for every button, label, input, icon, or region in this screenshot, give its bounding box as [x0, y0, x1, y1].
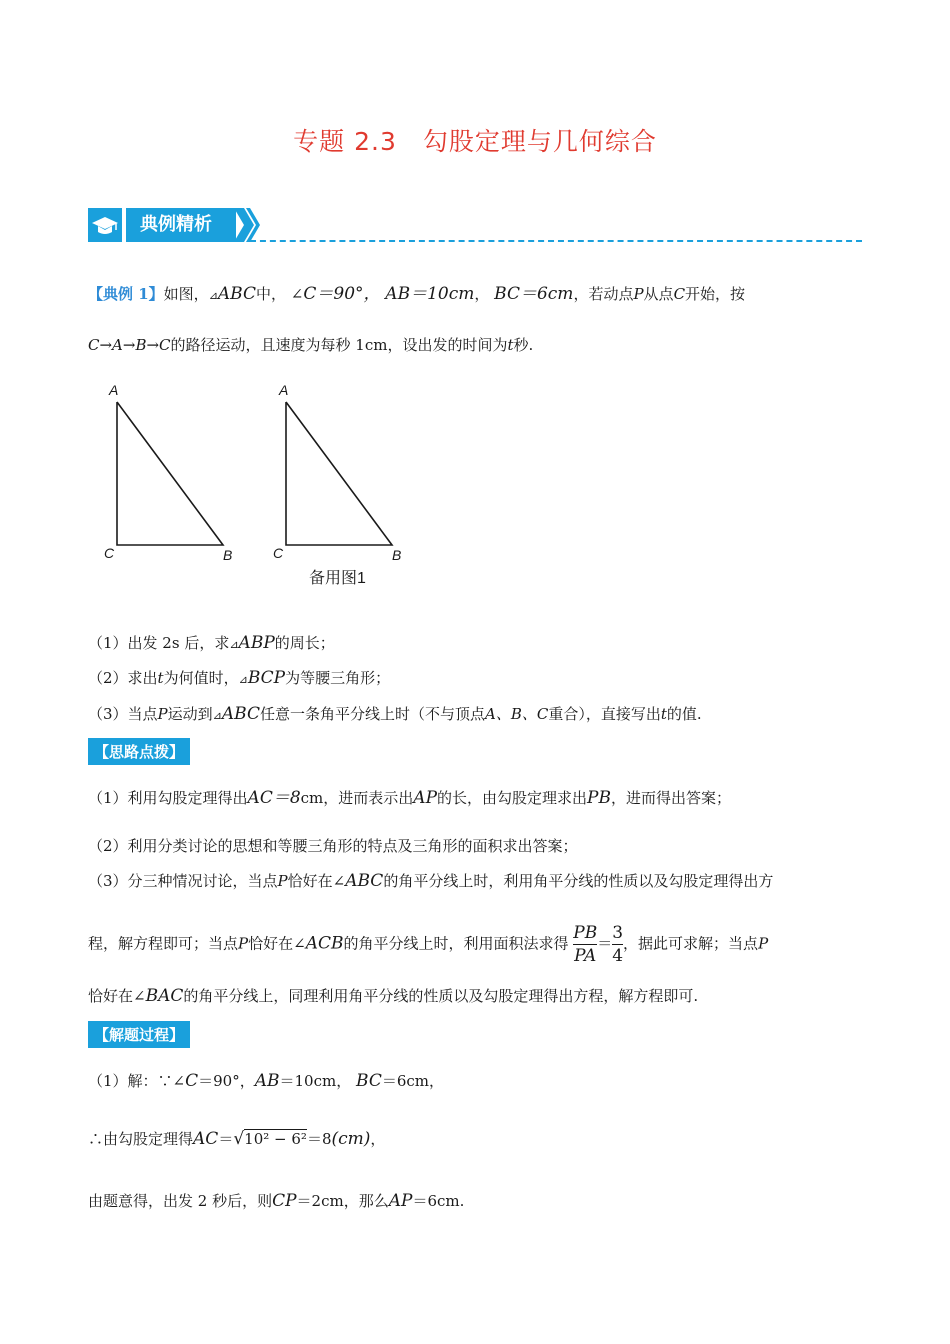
example-label: 【典例 1】 — [88, 285, 164, 303]
example-line-1: 【典例 1】如图，⊿ABC中， ∠C＝90°， AB＝10cm， BC＝6cm，若动点P从点C开始，按 — [88, 284, 746, 304]
hint-line-2: （2）利用分类讨论的思想和等腰三角形的特点及三角形的面积求出答案； — [88, 837, 578, 855]
question-2: （2）求出t为何值时，⊿BCP为等腰三角形； — [88, 668, 391, 688]
solution-badge: 【解题过程】 — [88, 1021, 190, 1048]
hint-line-3: （3）分三种情况讨论，当点P恰好在∠ABC的角平分线上时，利用角平分线的性质以及勾股定理得出方 — [88, 871, 774, 891]
hint-line-1: （1）利用勾股定理得出AC＝8cm，进而表示出AP的长，由勾股定理求出PB，进而得出答案； — [88, 788, 731, 808]
triangle-figure-2 — [286, 402, 392, 545]
hint-line-5: 恰好在∠BAC的角平分线上，同理利用角平分线的性质以及勾股定理得出方程，解方程即可. — [88, 986, 699, 1006]
figure1-label-b: B — [223, 547, 233, 563]
figure2-label-c: C — [273, 545, 284, 561]
figure2-label-b: B — [392, 547, 402, 563]
triangle-figure-1 — [117, 402, 223, 545]
fraction-3-4: $\frac{3}{4}$ — [612, 923, 624, 966]
triangle-figures — [95, 380, 415, 585]
figure2-label-a: A — [279, 382, 289, 398]
solution-line-3: 由题意得，出发 2 秒后，则CP＝2cm，那么AP＝6cm. — [88, 1191, 465, 1211]
page-title: 专题 2.3 勾股定理与几何综合 — [293, 127, 657, 156]
graduation-cap-icon — [88, 208, 122, 242]
solution-line-1: （1）解：∵∠C＝90°，AB＝10cm， BC＝6cm， — [88, 1071, 445, 1091]
fraction-pb-pa: $\frac{PB}{PA}$ — [573, 923, 598, 966]
question-1: （1）出发 2s 后，求⊿ABP的周长； — [88, 633, 335, 653]
example-line-2: C→A→B→C的路径运动，且速度为每秒 1cm，设出发的时间为t秒. — [88, 336, 534, 354]
figure1-label-c: C — [104, 545, 115, 561]
question-3: （3）当点P运动到⊿ABC任意一条角平分线上时（不与顶点A、B、C重合），直接写出t的值. — [88, 704, 702, 724]
section-header: 典例精析 — [126, 208, 236, 242]
hint-line-4: 程，解方程即可；当点P恰好在∠ACB的角平分线上时，利用面积法求得 $\frac{PB}{PA}$ ＝ $\frac{3}{4}$ ，据此可求解；当点P — [88, 923, 769, 966]
chevron-right-icon — [234, 208, 260, 242]
solution-line-2: ∴由勾股定理得AC＝√10² − 6²＝8(cm)， — [88, 1129, 386, 1149]
sqrt-radicand: 10² − 6² — [244, 1130, 307, 1148]
figure-caption: 备用图1 — [309, 570, 366, 587]
figure1-label-a: A — [109, 382, 119, 398]
hint-badge: 【思路点拨】 — [88, 738, 190, 765]
section-divider — [250, 240, 862, 242]
